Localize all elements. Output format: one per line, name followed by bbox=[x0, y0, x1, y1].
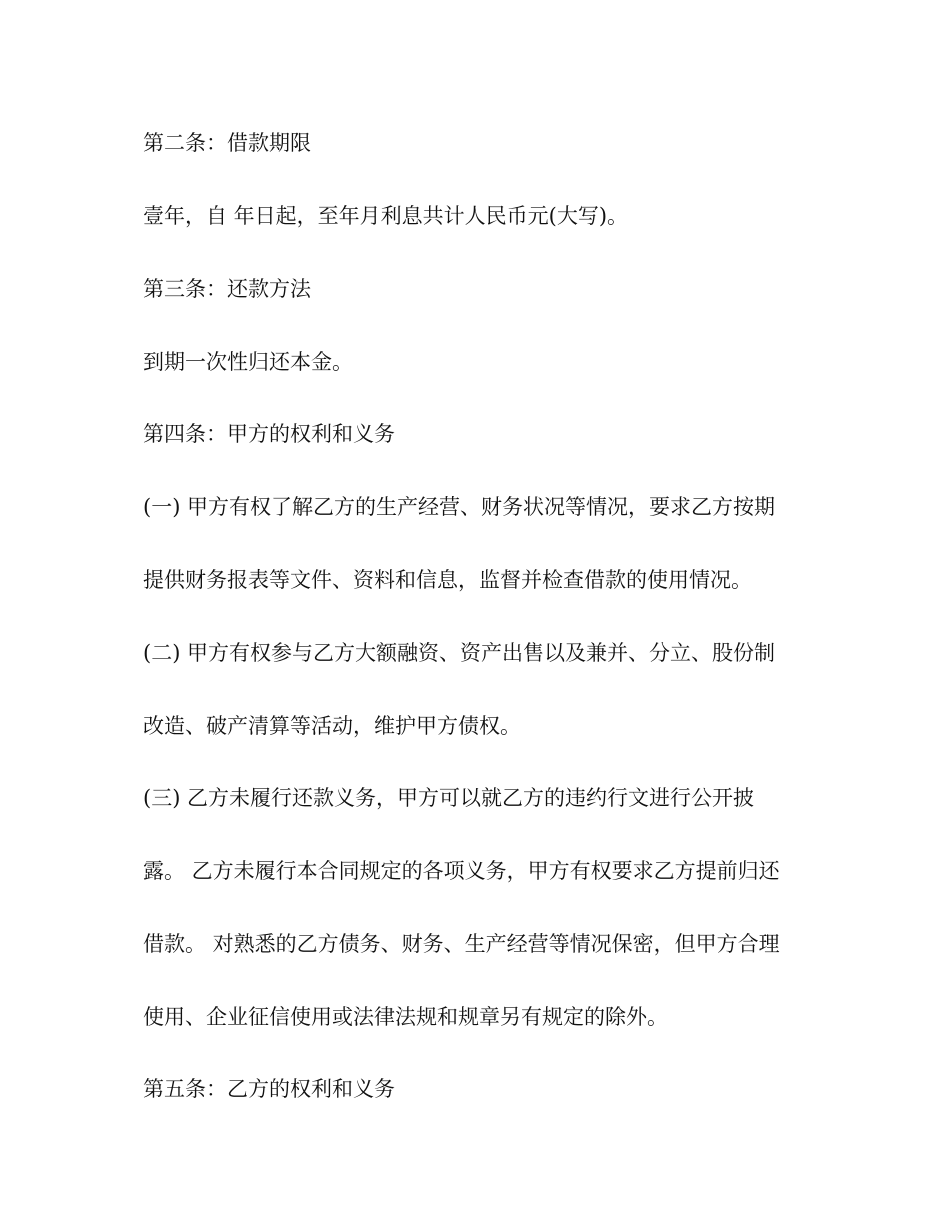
article-4-clause-2-line-2: 改造、破产清算等活动，维护甲方债权。 bbox=[143, 714, 521, 738]
article-4-clause-3-line-2: 露。 乙方未履行本合同规定的各项义务，甲方有权要求乙方提前归还 bbox=[143, 859, 780, 883]
article-4-clause-1-line-2: 提供财务报表等文件、资料和信息，监督并检查借款的使用情况。 bbox=[143, 568, 752, 592]
article-4-clause-2-line-1: (二) 甲方有权参与乙方大额融资、资产出售以及兼并、分立、股份制 bbox=[143, 641, 776, 665]
article-2-heading: 第二条：借款期限 bbox=[143, 131, 311, 155]
article-5-heading: 第五条：乙方的权利和义务 bbox=[143, 1077, 395, 1101]
article-3-body: 到期一次性归还本金。 bbox=[143, 350, 353, 374]
article-3-heading: 第三条：还款方法 bbox=[143, 277, 311, 301]
article-4-clause-3-line-3: 借款。 对熟悉的乙方债务、财务、生产经营等情况保密，但甲方合理 bbox=[143, 932, 780, 956]
article-4-clause-1-line-1: (一) 甲方有权了解乙方的生产经营、财务状况等情况，要求乙方按期 bbox=[143, 495, 776, 519]
article-4-clause-3-line-4: 使用、企业征信使用或法律法规和规章另有规定的除外。 bbox=[143, 1005, 668, 1029]
article-4-heading: 第四条：甲方的权利和义务 bbox=[143, 422, 395, 446]
article-4-clause-3-line-1: (三) 乙方未履行还款义务，甲方可以就乙方的违约行文进行公开披 bbox=[143, 786, 755, 810]
article-2-body: 壹年，自 年日起，至年月利息共计人民币元(大写)。 bbox=[143, 204, 629, 228]
